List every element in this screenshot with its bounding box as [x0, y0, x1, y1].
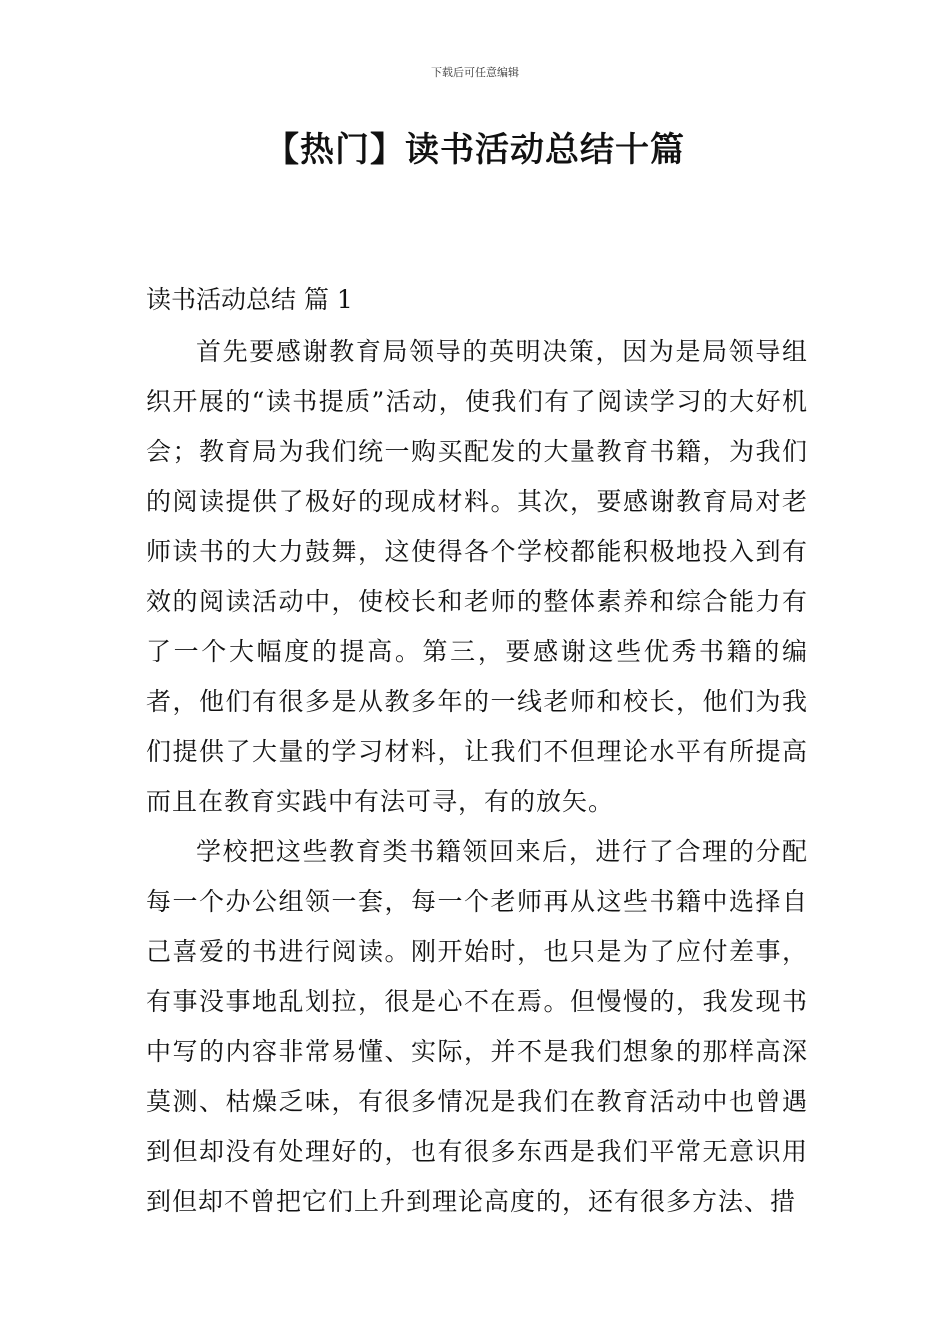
- section-heading: 读书活动总结 篇 1: [146, 285, 353, 314]
- paragraph-2: 学校把这些教育类书籍领回来后，进行了合理的分配每一个办公组领一套，每一个老师再从这些书籍中选择自己喜爱的书进行阅读。刚开始时，也只是为了应付差事，有事没事地乱划拉，很是心不在焉。但慢慢的，我发现书中写的内容非常易懂、实际，并不是我们想象的那样高深莫测、枯燥乏味，有很多情况是我们在教育活动中也曾遇到但却没有处理好的，也有很多东西是我们平常无意识用到但却不曾把它们上升到理论高度的，还有很多方法、措: [146, 837, 808, 1216]
- document-title: 【热门】读书活动总结十篇: [265, 130, 685, 170]
- paragraph-1: 首先要感谢教育局领导的英明决策，因为是局领导组织开展的“读书提质”活动，使我们有了阅读学习的大好机会；教育局为我们统一购买配发的大量教育书籍，为我们的阅读提供了极好的现成材料。其次，要感谢教育局对老师读书的大力鼓舞，这使得各个学校都能积极地投入到有效的阅读活动中，使校长和老师的整体素养和综合能力有了一个大幅度的提高。第三，要感谢这些优秀书籍的编者，他们有很多是从教多年的一线老师和校长，他们为我们提供了大量的学习材料，让我们不但理论水平有所提高而且在教育实践中有法可寻，有的放矢。: [146, 337, 808, 816]
- document-body: [146, 327, 808, 1227]
- header-note: 下载后可任意编辑: [431, 66, 519, 79]
